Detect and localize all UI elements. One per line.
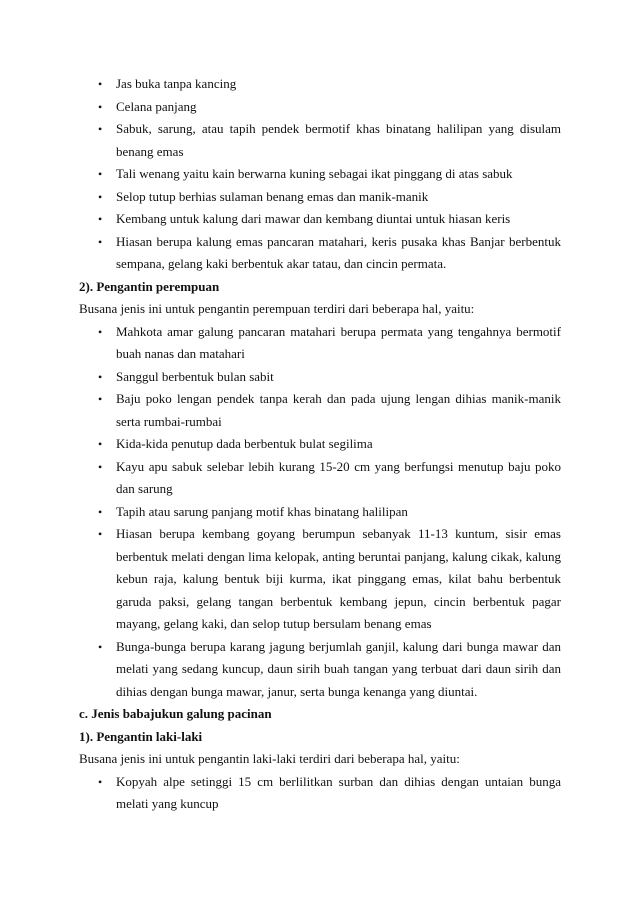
list-item: • Tali wenang yaitu kain berwarna kuning sebagai ikat pinggang di atas sabuk <box>79 163 561 186</box>
list-item: • Kayu apu sabuk selebar lebih kurang 15-20 cm yang berfungsi menutup baju poko dan sarung <box>79 456 561 501</box>
section-intro-perempuan: Busana jenis ini untuk pengantin perempuan terdiri dari beberapa hal, yaitu: <box>79 301 475 316</box>
list-item: • Hiasan berupa kembang goyang berumpun sebanyak 11-13 kuntum, sisir emas berbentuk melati dengan lima kelopak, anting beruntai panjang, kalung cikak, kalung kebun raja, kalung bentuk biji kurma, ikat pinggang emas, kilat bahu berbentuk garuda paksi, gelang tangan berbentuk kembang jepun, cincin berbentuk pagar mayang, gelang kaki, dan selop tutup bersulam benang emas <box>79 523 561 636</box>
bullet-icon: • <box>98 122 103 136</box>
bullet-icon: • <box>98 369 103 384</box>
groom-attire-list-continued <box>79 73 561 276</box>
bullet-icon: • <box>98 234 103 249</box>
section-heading-galung-pacinan: c. Jenis babajukun galung pacinan <box>79 706 272 721</box>
bullet-icon: • <box>98 504 103 519</box>
page-content <box>79 73 561 816</box>
bullet-icon: • <box>98 392 103 406</box>
list-item: • Tapih atau sarung panjang motif khas binatang halilipan <box>79 501 561 524</box>
bullet-icon: • <box>98 167 103 181</box>
groom-pacinan-attire-list <box>79 771 561 816</box>
bullet-icon: • <box>98 639 103 654</box>
bullet-icon: • <box>98 527 103 541</box>
list-item: • Kopyah alpe setinggi 15 cm berlilitkan surban dan dihias dengan untaian bunga melati yang kuncup <box>79 771 561 816</box>
bullet-icon: • <box>98 189 103 204</box>
list-item: • Mahkota amar galung pancaran matahari berupa permata yang tengahnya bermotif buah nanas dan matahari <box>79 321 561 366</box>
bullet-icon: • <box>98 437 103 451</box>
list-item: • Sabuk, sarung, atau tapih pendek bermotif khas binatang halilipan yang disulam benang emas <box>79 118 561 163</box>
list-item: • Sanggul berbentuk bulan sabit <box>79 366 561 389</box>
list-item: • Baju poko lengan pendek tanpa kerah dan pada ujung lengan dihias manik-manik serta rumbai-rumbai <box>79 388 561 433</box>
bride-attire-list <box>79 321 561 704</box>
bullet-icon: • <box>98 459 103 474</box>
bullet-icon: • <box>98 77 103 91</box>
list-item: • Kembang untuk kalung dari mawar dan kembang diuntai untuk hiasan keris <box>79 208 561 231</box>
list-item: • Kida-kida penutup dada berbentuk bulat segilima <box>79 433 561 456</box>
bullet-icon: • <box>98 99 103 114</box>
bullet-icon: • <box>98 774 103 789</box>
section-intro-laki-laki: Busana jenis ini untuk pengantin laki-laki terdiri dari beberapa hal, yaitu: <box>79 751 460 766</box>
list-item: • Bunga-bunga berupa karang jagung berjumlah ganjil, kalung dari bunga mawar dan melati yang sedang kuncup, daun sirih buah tangan yang terbuat dari daun sirih dan dihias dengan bunga mawar, janur, serta bunga kenanga yang diuntai. <box>79 636 561 704</box>
bullet-icon: • <box>98 324 103 339</box>
section-heading-pengantin-perempuan: 2). Pengantin perempuan <box>79 278 220 294</box>
bullet-icon: • <box>98 212 103 226</box>
list-item: • Hiasan berupa kalung emas pancaran matahari, keris pusaka khas Banjar berbentuk sempana, gelang kaki berbentuk akar tatau, dan cincin permata. <box>79 231 561 276</box>
list-item: • Selop tutup berhias sulaman benang emas dan manik-manik <box>79 186 561 209</box>
list-item: • Celana panjang <box>79 96 561 119</box>
list-item: • Jas buka tanpa kancing <box>79 73 561 96</box>
section-heading-pengantin-laki-laki: 1). Pengantin laki-laki <box>79 728 203 744</box>
